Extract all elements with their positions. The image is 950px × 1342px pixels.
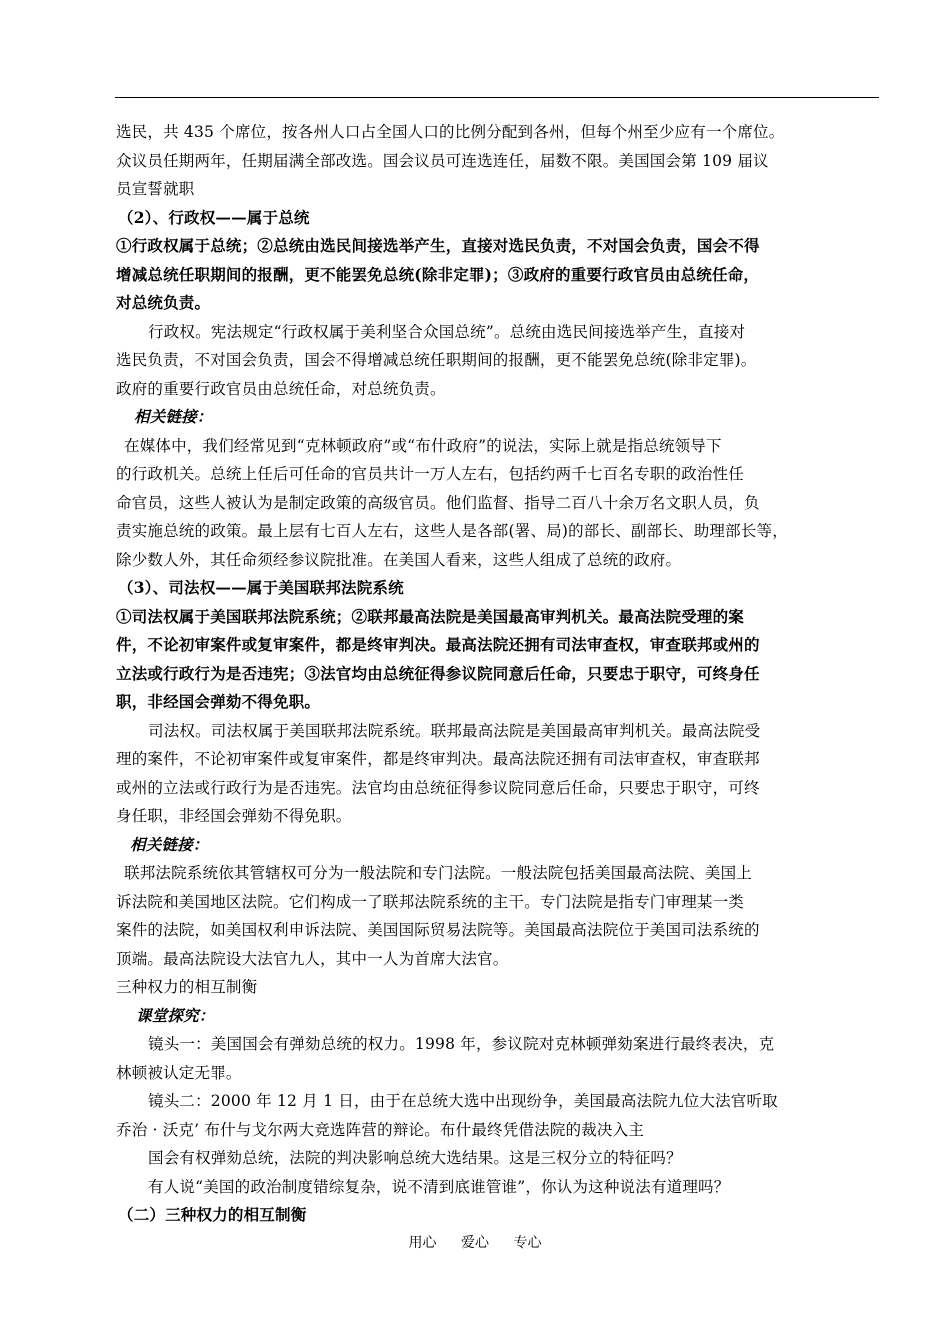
bold-text-line: 立法或行政行为是否违宪；③法官均由总统征得参议院同意后任命，只要忠于职守，可终身任 — [116, 663, 760, 683]
text-line: 或州的立法或行政行为是否违宪。法官均由总统征得参议院同意后任命，只要忠于职守，可终 — [116, 778, 760, 797]
text-line: 选民负责，不对国会负责，国会不得增减总统任职期间的报酬，更不能罢免总统(除非定罪)。 — [116, 351, 757, 369]
text-line: 镜头二：2000 年 12 月 1 日，由于在总统大选中出现纷争，美国最高法院九位大法官听取 — [148, 1092, 778, 1110]
text-line: 身任职，非经国会弹劾不得免职。 — [116, 807, 352, 825]
text-line: 联邦法院系统依其管辖权可分为一般法院和专门法院。一般法院包括美国最高法院、美国上 — [124, 864, 753, 882]
text-line: 政府的重要行政官员由总统任命，对总统负责。 — [116, 379, 446, 398]
bold-text-line: （2）、行政权——属于总统 — [118, 207, 310, 227]
text-line: 司法权。司法权属于美国联邦法院系统。联邦最高法院是美国最高审判机关。最高法院受 — [148, 721, 761, 740]
text-line: 选民，共 435 个席位，按各州人口占全国人口的比例分配到各州，但每个州至少应有一个席位。 — [116, 123, 785, 141]
footer-word: 用心 — [408, 1235, 437, 1251]
section-label: 课堂探究： — [136, 1005, 215, 1025]
text-line: 有人说“美国的政治制度错综复杂，说不清到底谁管谁”，你认为这种说法有道理吗？ — [148, 1177, 730, 1196]
bold-text-line: （3）、司法权——属于美国联邦法院系统 — [118, 578, 404, 597]
text-line: 镜头一：美国国会有弹劾总统的权力。1998 年，参议院对克林顿弹劾案进行最终表决，克 — [148, 1035, 775, 1053]
text-line: 林顿被认定无罪。 — [116, 1063, 242, 1082]
bold-text-line: 对总统负责。 — [116, 293, 211, 312]
text-line: 乔治 · 沃克’ 布什与戈尔两大竞选阵营的辩论。布什最终凭借法院的裁决入主 — [116, 1120, 645, 1139]
text-line: 命官员，这些人被认为是制定政策的高级官员。他们监督、指导二百八十余万名文职人员，负 — [116, 493, 760, 512]
page-footer — [0, 1232, 950, 1252]
header-rule — [115, 97, 879, 98]
footer-word: 专心 — [513, 1235, 542, 1251]
text-line: 案件的法院，如美国权利申诉法院、美国国际贸易法院等。美国最高法院位于美国司法系统的 — [116, 921, 760, 939]
bold-text-line: （二）三种权力的相互制衡 — [118, 1205, 307, 1224]
text-line: 的行政机关。总统上任后可任命的官员共计一万人左右，包括约两千七百名专职的政治性任 — [116, 465, 745, 483]
text-line: 员宣誓就职 — [116, 180, 195, 198]
text-line: 在媒体中，我们经常见到“克林顿政府”或“布什政府”的说法，实际上就是指总统领导下 — [124, 436, 722, 455]
footer-word: 爱心 — [461, 1235, 489, 1251]
text-line: 责实施总统的政策。最上层有七百人左右，这些人是各部(署、局)的部长、副部长、助理部长等， — [116, 522, 788, 540]
text-line: 国会有权弹劾总统，法院的判决影响总统大选结果。这是三权分立的特征吗？ — [148, 1149, 682, 1167]
section-label: 相关链接： — [134, 407, 213, 426]
text-line: 顶端。最高法院设大法官九人，其中一人为首席大法官。 — [116, 949, 509, 968]
text-line: 理的案件，不论初审案件或复审案件，都是终审判决。最高法院还拥有司法审查权，审查联邦 — [116, 750, 760, 768]
bold-text-line: 件，不论初审案件或复审案件，都是终审判决。最高法院还拥有司法审查权，审查联邦或州的 — [116, 635, 760, 654]
bold-text-line: ①司法权属于美国联邦法院系统；②联邦最高法院是美国最高审判机关。最高法院受理的案 — [116, 606, 745, 626]
text-line: 众议员任期两年，任期届满全部改选。国会议员可连选连任，届数不限。美国国会第 109 届议 — [116, 151, 769, 170]
bold-text-line: ①行政权属于总统；②总统由选民间接选举产生，直接对选民负责，不对国会负责，国会不得 — [116, 236, 760, 255]
bold-text-line: 职，非经国会弹劾不得免职。 — [116, 692, 321, 711]
section-label: 相关链接： — [130, 834, 209, 854]
text-line: 诉法院和美国地区法院。它们构成一了联邦法院系统的主干。专门法院是指专门审理某一类 — [116, 892, 745, 911]
text-line: 行政权。宪法规定“行政权属于美利坚合众国总统”。总统由选民间接选举产生，直接对 — [148, 322, 746, 341]
text-line: 除少数人外，其任命须经参议院批准。在美国人看来，这些人组成了总统的政府。 — [116, 550, 682, 569]
text-line: 三种权力的相互制衡 — [116, 978, 258, 996]
bold-text-line: 增减总统任职期间的报酬，更不能罢免总统(除非定罪)；③政府的重要行政官员由总统任命， — [116, 264, 760, 284]
document-body — [116, 118, 880, 1230]
